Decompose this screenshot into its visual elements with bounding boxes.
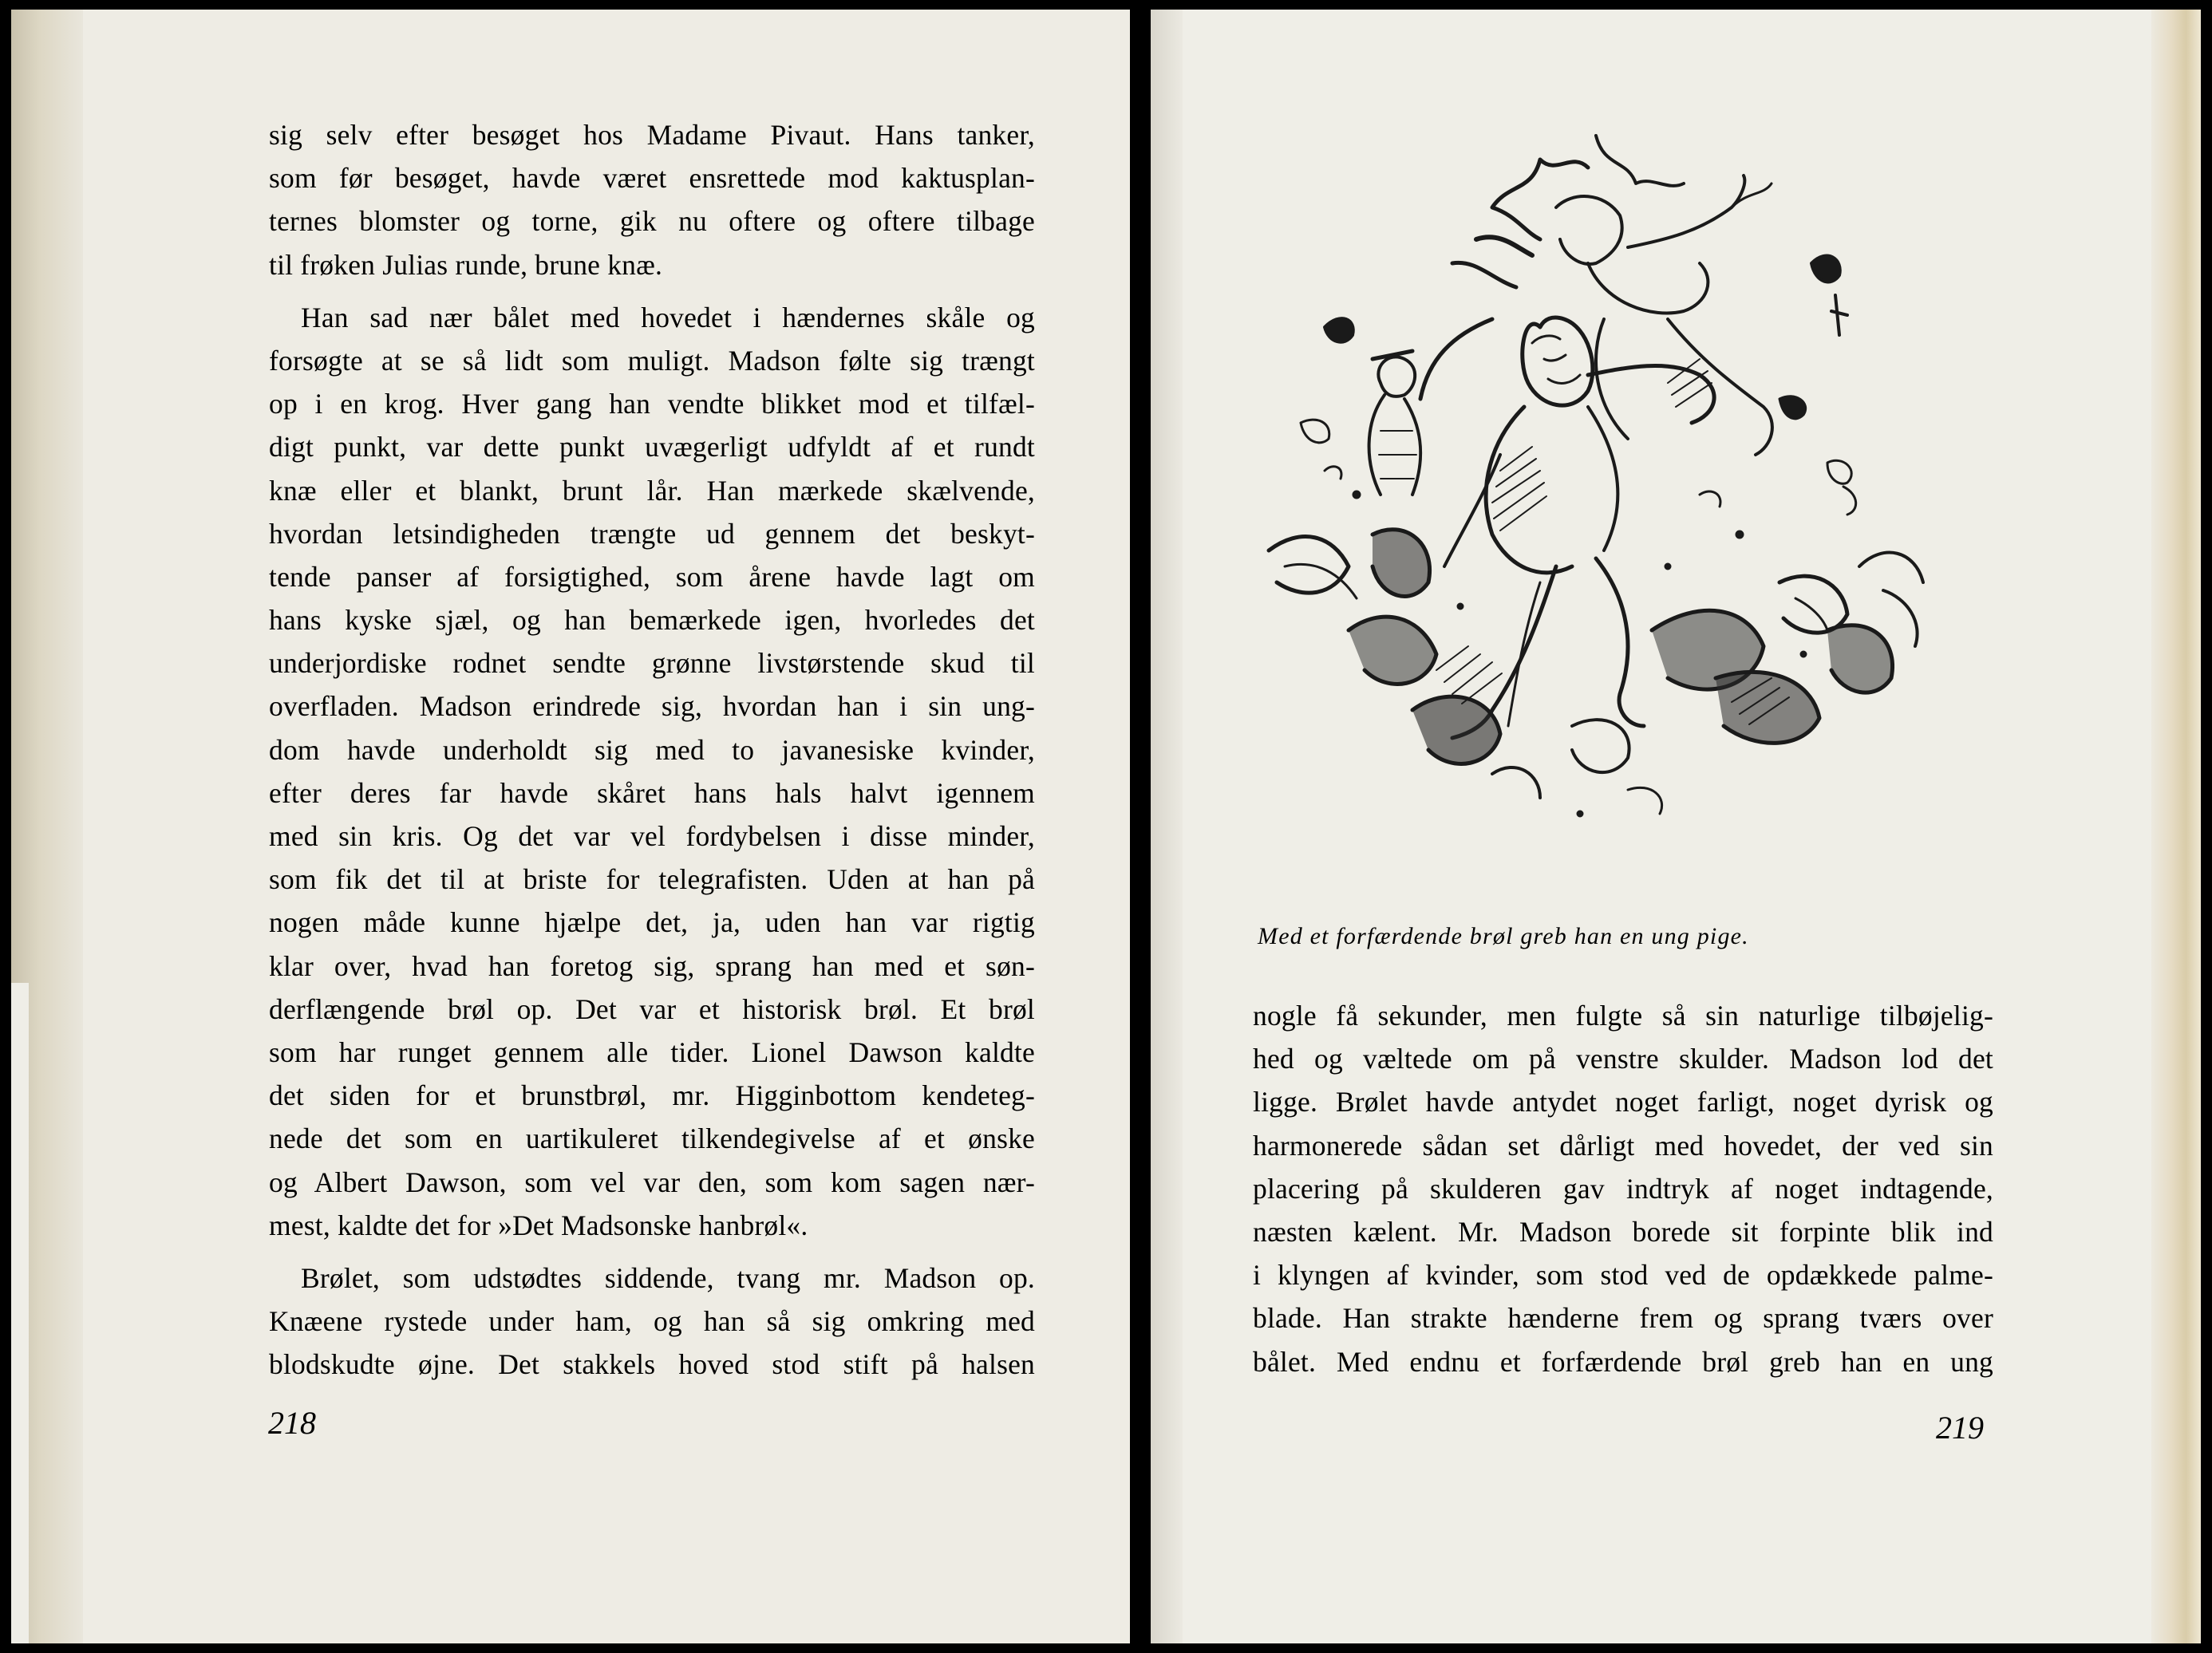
text-line: Han sad nær bålet med hovedet i hændernes skåle og [301, 301, 1035, 333]
text-line: sig selv efter besøget hos Madame Pivaut. Hans tanker, [269, 119, 1035, 151]
text-line: klar over, hvad han foretog sig, sprang han med et søn- [269, 949, 1035, 982]
paragraph [269, 1257, 1035, 1387]
text-line: hed og væltede om på venstre skulder. Madson lod det [1253, 1043, 1993, 1075]
paragraph [1253, 994, 1993, 1383]
text-line: tende panser af forsigtighed, som årene havde lagt om [269, 560, 1035, 593]
text-line: ligge. Brølet havde antydet noget farligt, noget dyrisk og [1253, 1086, 1993, 1118]
text-line: Brølet, som udstødtes siddende, tvang mr. Madson op. [301, 1261, 1035, 1294]
text-line: næsten kælent. Mr. Madson borede sit forpinte blik ind [1253, 1215, 1993, 1248]
page-edge-shading-right [2151, 10, 2201, 1643]
text-line: efter deres far havde skåret hans hals halvt igennem [269, 776, 1035, 809]
text-line: nede det som en uartikuleret tilkendegivelse af et ønske [269, 1122, 1035, 1155]
text-line: blade. Han strakte hænderne frem og sprang tværs over [1253, 1302, 1993, 1335]
text-line: underjordiske rodnet sendte grønne livstørstende skud til [269, 647, 1035, 680]
right-page-body-text [1253, 994, 1993, 1383]
paragraph [269, 113, 1035, 286]
text-line: bålet. Med endnu et forfærdende brøl greb han en ung [1253, 1345, 1993, 1378]
text-line: op i en krog. Hver gang han vendte blikket mod et tilfæl- [269, 388, 1035, 420]
text-line: hans kyske sjæl, og han bemærkede igen, hvorledes det [269, 604, 1035, 637]
left-page-body-text [269, 113, 1035, 1386]
text-line: som fik det til at briste for telegrafisten. Uden at han på [269, 863, 1035, 896]
text-line: som før besøget, havde været ensrettede mod kaktusplan- [269, 162, 1035, 195]
text-line: som har runget gennem alle tider. Lionel Dawson kaldte [269, 1036, 1035, 1068]
text-line: nogle få sekunder, men fulgte så sin naturlige tilbøjelig- [1253, 1000, 1993, 1032]
text-line: Knæene rystede under ham, og han så sig omkring med [269, 1305, 1035, 1338]
text-line: med sin kris. Og det var vel fordybelsen i disse minder, [269, 820, 1035, 852]
text-line: derflængende brøl op. Det var et historisk brøl. Et brøl [269, 992, 1035, 1025]
text-line: hvordan letsindigheden trængte ud gennem det beskyt- [269, 517, 1035, 550]
text-line: overfladen. Madson erindrede sig, hvordan han i sin ung- [269, 690, 1035, 723]
paragraph [269, 296, 1035, 1247]
text-line: digt punkt, var dette punkt uvægerligt udfyldt af et rundt [269, 431, 1035, 464]
text-line: og Albert Dawson, som vel var den, som kom sagen nær- [269, 1166, 1035, 1198]
text-line: knæ eller et blankt, brunt lår. Han mærkede skælvende, [269, 474, 1035, 507]
text-line: til frøken Julias runde, brune knæ. [269, 248, 663, 281]
text-line: placering på skulderen gav indtryk af noget indtagende, [1253, 1172, 1993, 1205]
text-line: blodskudte øjne. Det stakkels hoved stod stift på halsen [269, 1348, 1035, 1381]
text-line: det siden for et brunstbrøl, mr. Higginbottom kendeteg- [269, 1079, 1035, 1112]
page-edge-lower [11, 983, 29, 1643]
text-line: ternes blomster og torne, gik nu oftere og oftere tilbage [269, 205, 1035, 238]
ink-sketch-illustration [1253, 120, 1971, 901]
text-line: harmonerede sådan set dårligt med hovedet, der ved sin [1253, 1129, 1993, 1162]
text-line: mest, kaldte det for »Det Madsonske hanbrøl«. [269, 1209, 808, 1241]
illustration-caption: Med et forfærdende brøl greb han en ung pige. [1258, 923, 1749, 949]
page-number: 219 [1936, 1410, 1984, 1446]
text-line: i klyngen af kvinder, som stod ved de opdækkede palme- [1253, 1259, 1993, 1292]
page-number: 218 [268, 1405, 316, 1441]
gutter-shading [1151, 10, 1183, 1643]
text-line: nogen måde kunne hjælpe det, ja, uden han var rigtig [269, 906, 1035, 939]
text-line: forsøgte at se så lidt som muligt. Madson følte sig trængt [269, 344, 1035, 377]
text-line: dom havde underholdt sig med to javanesiske kvinder, [269, 733, 1035, 766]
